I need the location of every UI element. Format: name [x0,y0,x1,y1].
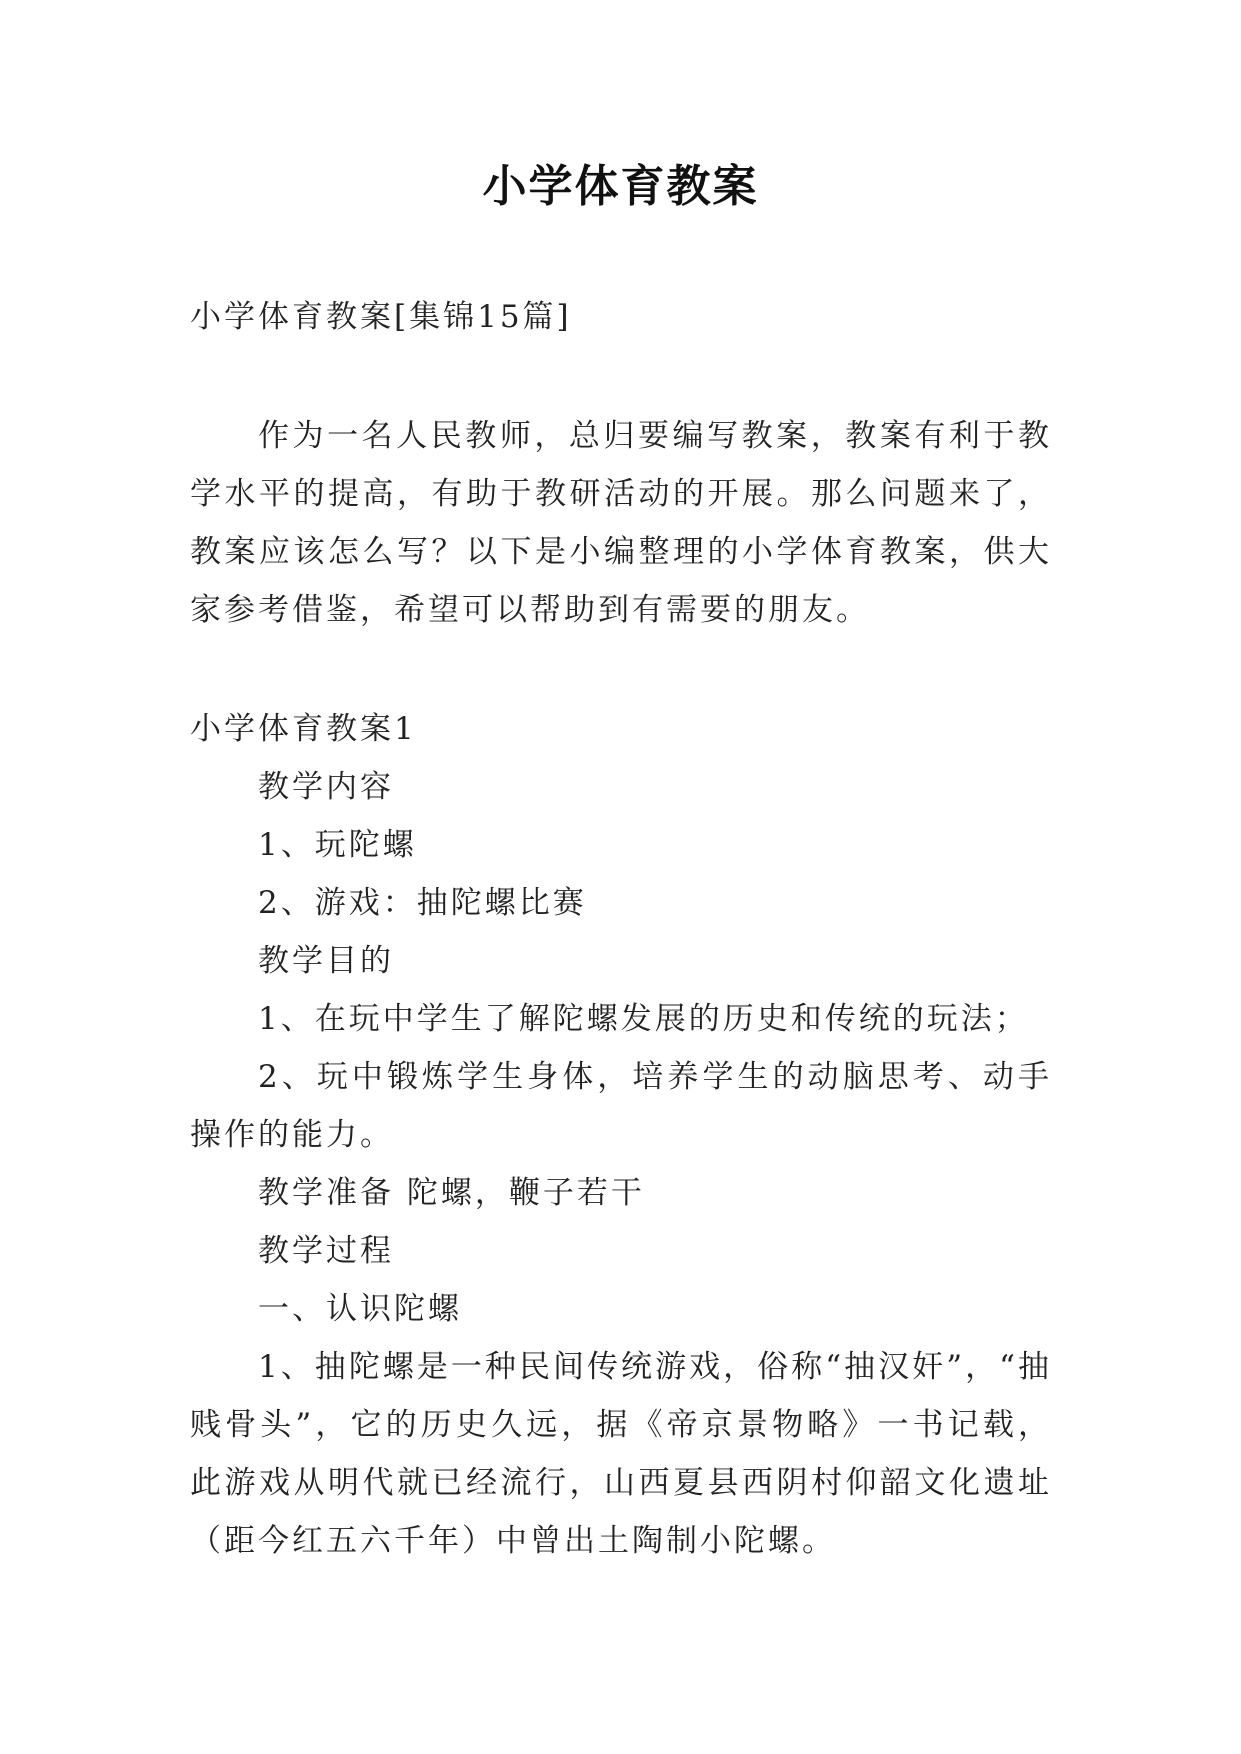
content-item-1: 1、玩陀螺 [258,827,417,863]
teaching-goal-label: 教学目的 [258,943,394,979]
step-heading: 一、认识陀螺 [258,1291,462,1327]
teaching-process-label: 教学过程 [258,1233,394,1269]
teaching-preparation: 教学准备 陀螺，鞭子若干 [258,1175,645,1211]
document-subtitle: 小学体育教案[集锦15篇] [190,299,572,335]
document-title: 小学体育教案 [482,161,759,212]
content-item-2: 2、游戏：抽陀螺比赛 [258,885,587,921]
goal-item-2: 2、玩中锻炼学生身体，培养学生的动脑思考、动手操作的能力。 [190,1059,1052,1153]
lesson-section-1 [190,700,1052,1570]
intro-paragraph: 作为一名人民教师，总归要编写教案，教案有利于教学水平的提高，有助于教研活动的开展。那么问题来了，教案应该怎么写？以下是小编整理的小学体育教案，供大家参考借鉴，希望可以帮助到有需要的朋友。 [190,418,1052,628]
goal-item-1: 1、在玩中学生了解陀螺发展的历史和传统的玩法； [258,1001,1029,1037]
teaching-content-label: 教学内容 [258,769,394,805]
section-heading: 小学体育教案1 [190,711,417,747]
step-paragraph-1: 1、抽陀螺是一种民间传统游戏，俗称“抽汉奸”，“抽贱骨头”，它的历史久远，据《帝京景物略》一书记载，此游戏从明代就已经流行，山西夏县西阴村仰韶文化遗址（距今红五六千年）中曾出土陶制小陀螺。 [190,1349,1052,1559]
